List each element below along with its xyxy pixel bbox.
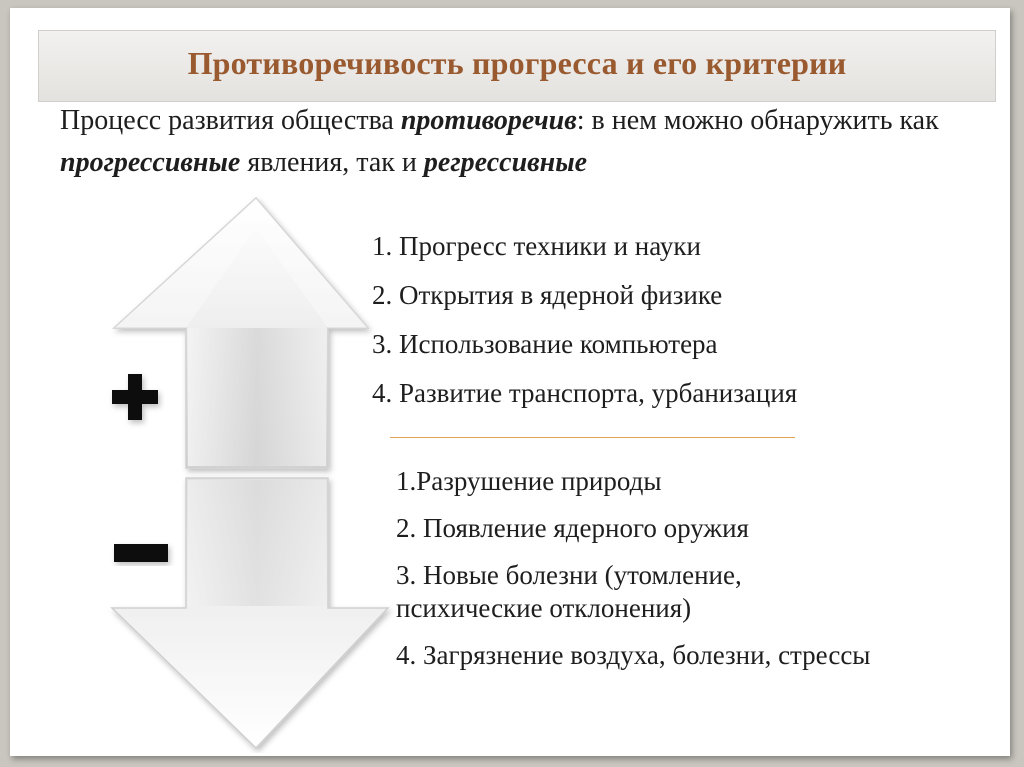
list-item: 2. Открытия в ядерной физике (372, 280, 723, 310)
slide-title: Противоречивость прогресса и его критерии (187, 45, 847, 81)
intro-text-3: явления, так и (240, 147, 424, 178)
intro-text-2: : в нем можно обнаружить как (576, 105, 939, 136)
intro-paragraph (60, 100, 960, 184)
progress-list (372, 230, 797, 426)
slide (10, 8, 1010, 756)
intro-emphasis-2: прогрессивные (60, 147, 241, 178)
title-band (38, 30, 996, 102)
list-item: 3. Использование компьютера (372, 329, 718, 359)
minus-icon (114, 544, 168, 562)
regress-list (396, 465, 896, 686)
list-item: 3. Новые болезни (утомление, психические отклонения) (396, 560, 742, 623)
intro-emphasis-3: регрессивные (423, 147, 588, 178)
plus-icon (112, 374, 158, 420)
list-item: 4. Загрязнение воздуха, болезни, стрессы (396, 640, 871, 670)
intro-text-1: Процесс развития общества (60, 105, 401, 136)
list-item: 1. Прогресс техники и науки (372, 231, 701, 261)
intro-emphasis-1: противоречив (400, 105, 577, 136)
divider (390, 437, 795, 438)
list-item: 4. Развитие транспорта, урбанизация (372, 378, 798, 408)
list-item: 2. Появление ядерного оружия (396, 513, 749, 543)
list-item: 1.Разрушение природы (396, 466, 662, 496)
arrows-graphic (106, 188, 396, 753)
